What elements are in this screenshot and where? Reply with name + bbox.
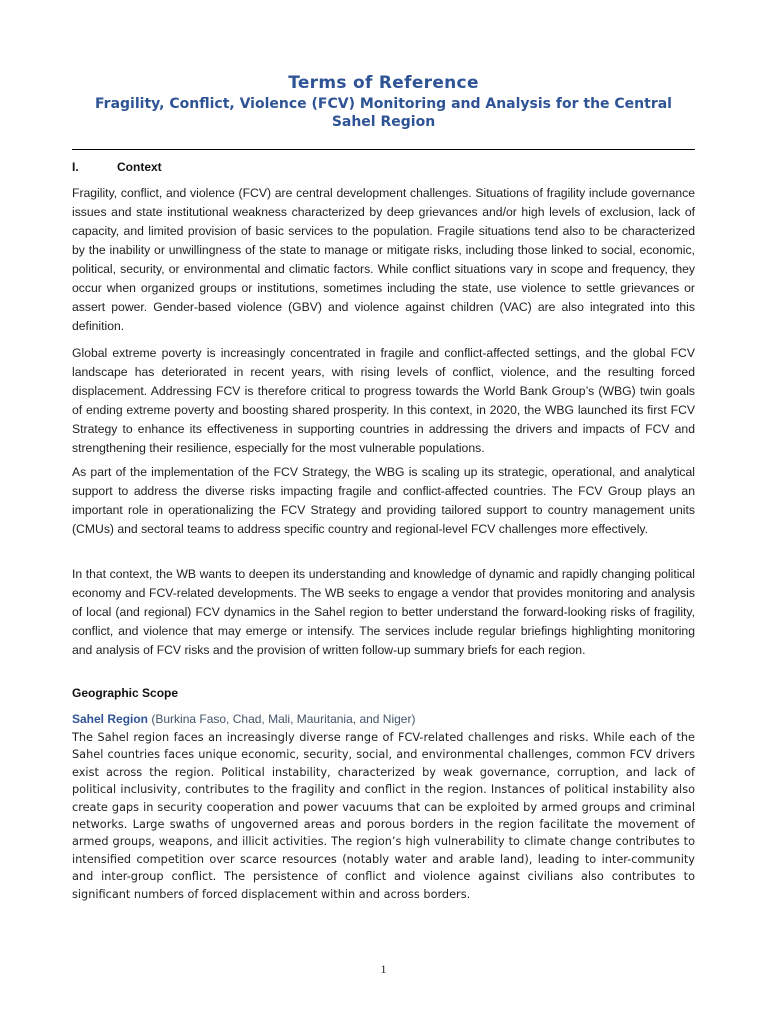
section-number: I. bbox=[72, 160, 79, 174]
section-heading bbox=[72, 160, 162, 174]
document-subtitle: Fragility, Conflict, Violence (FCV) Monitoring and Analysis for the Central Sahel Region bbox=[95, 96, 672, 130]
context-paragraph-4: In that context, the WB wants to deepen its understanding and knowledge of dynamic and rapidly changing political economy and FCV-related developments. The WB seeks to engage a vendor that provides monitoring and analysis of local (and regional) FCV dynamics in the Sahel region to better understand the forward-looking risks of fragility, conflict, and violence that may emerge or intensify. The services include regular briefings highlighting monitoring and analysis of FCV risks and the provision of written follow-up summary briefs for each region. bbox=[72, 567, 695, 657]
region-countries: (Burkina Faso, Chad, Mali, Mauritania, and Niger) bbox=[151, 712, 416, 726]
region-name: Sahel Region bbox=[72, 712, 149, 726]
sahel-region-paragraph: The Sahel region faces an increasingly diverse range of FCV-related challenges and risks. While each of the Sahel countries faces unique economic, security, social, and environmental challenges, common FCV drivers exist across the region. Political instability, characterized by weak governance, corruption, and lack of political inclusivity, contributes to the fragility and conflict in the region. Instances of political instability also create gaps in security cooperation and power vacuums that can be exploited by armed groups and criminal networks. Large swaths of ungoverned areas and porous borders in the region facilitate the movement of armed groups, weapons, and illicit activities. The region’s high vulnerability to climate change contributes to intensified competition over scarce resources (notably water and arable land), leading to inter-community and inter-group conflict. The persistence of conflict and violence against civilians also contributes to significant numbers of forced displacement within and across borders. bbox=[72, 731, 695, 901]
context-paragraph-2: Global extreme poverty is increasingly concentrated in fragile and conflict-affected settings, and the global FCV landscape has deteriorated in recent years, with rising levels of conflict, violence, and the resulting forced displacement. Addressing FCV is therefore critical to progress towards the World Bank Group’s (WBG) twin goals of ending extreme poverty and boosting shared prosperity. In this context, in 2020, the WBG launched its first FCV Strategy to enhance its effectiveness in supporting countries in addressing the drivers and impacts of FCV and strengthening their resilience, especially for the most vulnerable populations. bbox=[72, 346, 695, 455]
title-divider bbox=[72, 149, 695, 150]
region-line bbox=[72, 712, 415, 726]
context-paragraph-3: As part of the implementation of the FCV Strategy, the WBG is scaling up its strategic, operational, and analytical support to address the diverse risks impacting fragile and conflict-affected countries. The FCV Group plays an important role in operationalizing the FCV Strategy and providing tailored support to country management units (CMUs) and sectoral teams to address specific country and regional-level FCV challenges more effectively. bbox=[72, 465, 695, 536]
context-paragraph-1: Fragility, conflict, and violence (FCV) are central development challenges. Situations of fragility include governance issues and state institutional weakness characterized by deep grievances and/or high levels of exclusion, lack of capacity, and limited provision of basic services to the population. Fragile situations tend also to be characterized by the inability or unwillingness of the state to manage or mitigate risks, including those linked to social, economic, political, security, or environmental and climatic factors. While conflict situations vary in scope and frequency, they occur when organized groups or institutions, sometimes including the state, use violence to settle grievances or assert power. Gender-based violence (GBV) and violence against children (VAC) are also integrated into this definition. bbox=[72, 186, 695, 333]
page-number: 1 bbox=[380, 962, 387, 976]
section-title: Context bbox=[117, 160, 162, 174]
document-title: Terms of Reference bbox=[288, 73, 479, 93]
geographic-scope-heading: Geographic Scope bbox=[72, 686, 179, 700]
